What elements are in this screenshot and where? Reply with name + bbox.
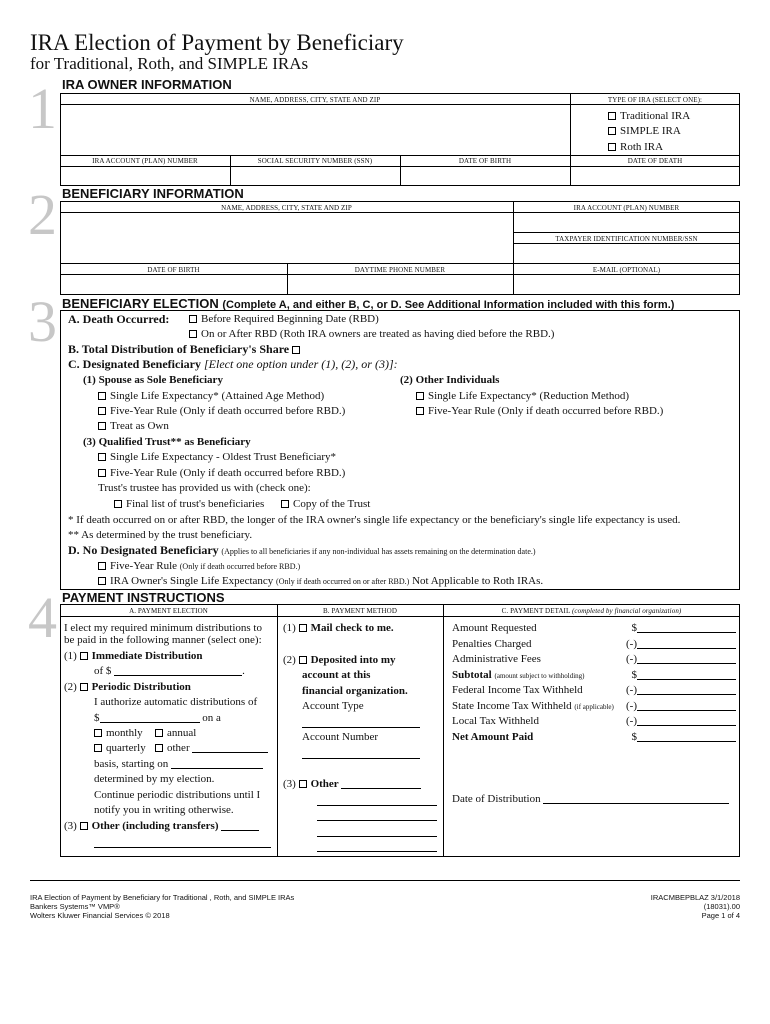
designated-beneficiary-heading [68, 358, 398, 371]
footnote-single: * If death occurred on or after RBD, the longer of the IRA owner's single life expectancy or the beneficiary's single life expectancy is used. [68, 514, 681, 526]
checkbox[interactable] [608, 143, 616, 151]
deposit-label: Deposited into my [310, 654, 396, 666]
no-designated-five-year[interactable] [98, 560, 300, 573]
footer-page-number: Page 1 of 4 [701, 911, 740, 920]
immediate-label: Immediate Distribution [91, 650, 203, 662]
total-distribution-label: B. Total Distribution of Beneficiary's Share [68, 342, 290, 356]
periodic-amount-row [94, 712, 221, 725]
beneficiary-dob-label: DATE OF BIRTH [147, 266, 200, 274]
section-4-title: PAYMENT INSTRUCTIONS [62, 590, 225, 605]
other-five-year-label: Five-Year Rule (Only if death occurred before RBD.) [428, 405, 664, 417]
payment-detail-header-note: (completed by financial organization) [571, 607, 682, 615]
detail-amount-field[interactable]: (-) [620, 638, 738, 651]
detail-label: Local Tax Withheld [452, 715, 539, 727]
spouse-five-year[interactable] [98, 405, 345, 418]
checkbox[interactable] [189, 330, 197, 338]
immediate-amount-field[interactable] [114, 665, 242, 676]
detail-label: Penalties Charged [452, 637, 532, 650]
account-number-field[interactable] [302, 758, 420, 759]
form-title: IRA Election of Payment by Beneficiary [30, 30, 404, 55]
checkbox[interactable] [98, 392, 106, 400]
periodic-dollar: $ [94, 712, 100, 724]
payment-method-header: B. PAYMENT METHOD [323, 607, 397, 615]
section-3-title-text: BENEFICIARY ELECTION [62, 296, 219, 311]
periodic-annual-label: annual [167, 727, 197, 739]
checkbox[interactable] [80, 822, 88, 830]
footer-right [651, 893, 740, 920]
checkbox[interactable] [98, 562, 106, 570]
deposit-line-3: financial organization. [302, 685, 408, 697]
checkbox[interactable] [98, 407, 106, 415]
account-type-field[interactable] [302, 727, 420, 728]
beneficiary-name-label: NAME, ADDRESS, CITY, STATE AND ZIP [221, 204, 352, 212]
payment-election-header: A. PAYMENT ELECTION [129, 607, 208, 615]
account-type-label: Account Type [302, 700, 364, 712]
owner-ssn-label: SOCIAL SECURITY NUMBER (SSN) [257, 157, 373, 165]
no-designated-owner-life-note: (Only if death occurred on or after RBD.) [276, 577, 410, 586]
footer-publisher: Bankers Systems™ VMP® [30, 902, 120, 911]
death-before-rbd-label: Before Required Beginning Date (RBD) [201, 313, 379, 325]
detail-amount-field[interactable]: $ [620, 669, 738, 682]
footer-rule [30, 880, 740, 881]
section-3-title [62, 296, 674, 311]
section-number-1: 1 [28, 76, 57, 141]
beneficiary-info-box [60, 201, 740, 295]
checkbox[interactable] [416, 407, 424, 415]
immediate-distribution-option[interactable] [64, 650, 203, 663]
checkbox[interactable] [80, 683, 88, 691]
checkbox[interactable] [416, 392, 424, 400]
checkbox[interactable] [292, 346, 300, 354]
ira-type-roth[interactable] [608, 141, 663, 154]
trustee-provided-text: Trust's trustee has provided us with (check one): [98, 482, 311, 494]
beneficiary-phone-label: DAYTIME PHONE NUMBER [354, 266, 446, 274]
footnote-double: ** As determined by the trust beneficiary. [68, 529, 253, 541]
detail-label: State Income Tax Withheld (if applicable) [452, 699, 614, 712]
detail-label: Net Amount Paid [452, 730, 534, 743]
owner-name-field[interactable] [60, 105, 570, 155]
footer-form-code: IRACMBEPBLAZ 3/1/2018 [650, 893, 740, 902]
deposit-line-2: account at this [302, 669, 371, 681]
other-transfers-line[interactable] [94, 847, 271, 848]
trust-single-life-label: Single Life Expectancy - Oldest Trust Beneficiary* [110, 451, 337, 463]
periodic-other-label: other [167, 742, 190, 754]
death-occurred-label: A. Death Occurred: [68, 312, 170, 326]
immediate-amount-row: of $ . [94, 665, 245, 677]
trust-final-list-label: Final list of trust's beneficiaries [126, 498, 265, 510]
death-after-rbd-label: On or After RBD (Roth IRA owners are treated as having died before the RBD.) [201, 328, 555, 340]
no-designated-five-year-note: (Only if death occurred before RBD.) [179, 562, 301, 571]
periodic-annual[interactable] [155, 727, 196, 740]
footer-form-version: (18031).00 [703, 902, 740, 911]
other-individuals-heading: (2) Other Individuals [400, 374, 500, 386]
checkbox[interactable] [98, 469, 106, 477]
detail-amount-field[interactable]: (-) [620, 715, 738, 728]
spouse-single-life-label: Single Life Expectancy* (Attained Age Method) [110, 390, 325, 402]
periodic-basis-label: basis, starting on [94, 758, 169, 770]
periodic-monthly-label: monthly [106, 727, 143, 739]
periodic-notify: notify you in writing otherwise. [94, 804, 234, 816]
deposit-option[interactable] [283, 654, 396, 667]
ira-type-traditional[interactable] [608, 110, 690, 123]
other-single-life-label: Single Life Expectancy* (Reduction Method) [428, 390, 629, 402]
payment-detail-header [443, 607, 740, 615]
section-number-4: 4 [28, 585, 57, 650]
ira-type-traditional-label: Traditional IRA [620, 110, 691, 122]
periodic-amount-field[interactable] [100, 712, 200, 723]
no-designated-label: D. No Designated Beneficiary [68, 543, 219, 557]
section-2-title: BENEFICIARY INFORMATION [62, 186, 244, 201]
periodic-continue: Continue periodic distributions until I [94, 789, 261, 801]
account-number-label: Account Number [302, 731, 379, 743]
spouse-treat-as-own-label: Treat as Own [110, 420, 169, 432]
method-other-line-3[interactable] [317, 836, 437, 837]
checkbox[interactable] [80, 652, 88, 660]
section-1-title: IRA OWNER INFORMATION [62, 77, 232, 92]
owner-account-label: IRA ACCOUNT (PLAN) NUMBER [92, 157, 198, 165]
detail-label: Federal Income Tax Withheld [452, 684, 583, 696]
method-other-line-1[interactable] [317, 805, 437, 806]
other-transfers-num: (3) [64, 820, 77, 832]
periodic-num: (2) [64, 681, 77, 693]
spouse-five-year-label: Five-Year Rule (Only if death occurred before RBD.) [110, 405, 346, 417]
deposit-num: (2) [283, 654, 296, 666]
owner-name-label: NAME, ADDRESS, CITY, STATE AND ZIP [249, 96, 381, 104]
checkbox[interactable] [98, 577, 106, 585]
periodic-determined: determined by my election. [94, 773, 215, 785]
beneficiary-email-label: E-MAIL (OPTIONAL) [592, 266, 661, 274]
detail-label: Administrative Fees [452, 653, 541, 665]
no-designated-heading [68, 544, 536, 558]
other-five-year[interactable] [416, 405, 663, 418]
method-other-field[interactable] [341, 778, 421, 789]
trust-heading: (3) Qualified Trust** as Beneficiary [83, 436, 251, 448]
other-transfers-field[interactable] [221, 820, 259, 831]
method-other-line-4[interactable] [317, 851, 437, 852]
periodic-ona: on a [202, 712, 221, 724]
immediate-num: (1) [64, 650, 77, 662]
footer-left [30, 893, 294, 920]
designated-beneficiary-note: [Elect one option under (1), (2), or (3)]: [203, 357, 398, 371]
mail-check-option[interactable] [283, 622, 394, 635]
method-other-label: Other [310, 778, 339, 790]
no-designated-five-year-label: Five-Year Rule [110, 560, 178, 572]
checkbox[interactable] [608, 127, 616, 135]
checkbox[interactable] [299, 656, 307, 664]
periodic-quarterly-label: quarterly [106, 742, 146, 754]
trust-copy-label: Copy of the Trust [293, 498, 371, 510]
checkbox[interactable] [155, 744, 163, 752]
checkbox[interactable] [155, 729, 163, 737]
other-transfers-label: Other (including transfers) [91, 820, 219, 832]
checkbox[interactable] [608, 112, 616, 120]
election-intro-2: be paid in the following manner (select one): [64, 634, 262, 646]
trust-five-year-label: Five-Year Rule (Only if death occurred before RBD.) [110, 467, 346, 479]
periodic-distribution-option[interactable] [64, 681, 191, 694]
checkbox[interactable] [114, 500, 122, 508]
owner-dob-label: DATE OF BIRTH [458, 157, 512, 165]
method-other-option[interactable] [283, 778, 421, 791]
total-distribution-option[interactable] [68, 343, 304, 356]
trust-copy[interactable] [281, 498, 370, 511]
no-designated-owner-life-label: IRA Owner's Single Life Expectancy [110, 575, 274, 587]
spouse-treat-as-own[interactable] [98, 420, 169, 433]
death-before-rbd[interactable] [189, 313, 379, 326]
footer-copyright: Wolters Kluwer Financial Services © 2018 [30, 911, 170, 920]
detail-label: Amount Requested [452, 622, 537, 634]
immediate-of-label: of $ [94, 665, 112, 677]
section-number-3: 3 [28, 289, 57, 354]
beneficiary-account-label: IRA ACCOUNT (PLAN) NUMBER [573, 204, 680, 212]
spouse-single-life[interactable] [98, 390, 324, 403]
footer-form-title: IRA Election of Payment by Beneficiary for Traditional , Roth, and SIMPLE IRAs [30, 893, 295, 902]
other-single-life[interactable] [416, 390, 629, 403]
periodic-quarterly[interactable] [94, 742, 146, 755]
designated-beneficiary-label: C. Designated Beneficiary [68, 357, 201, 371]
detail-label: Subtotal (amount subject to withholding) [452, 668, 585, 681]
periodic-other-field[interactable] [192, 742, 268, 753]
checkbox[interactable] [281, 500, 289, 508]
periodic-start-row [94, 758, 263, 771]
mail-check-num: (1) [283, 622, 296, 634]
owner-dod-label: DATE OF DEATH [627, 157, 683, 165]
mail-check-label: Mail check to me. [310, 622, 394, 634]
no-designated-roth-note: Not Applicable to Roth IRAs. [412, 575, 544, 587]
method-other-num: (3) [283, 778, 296, 790]
no-designated-owner-life[interactable] [98, 575, 543, 588]
election-intro-1: I elect my required minimum distributions to [64, 622, 262, 634]
periodic-other[interactable] [155, 742, 268, 755]
section-3-title-sub: (Complete A, and either B, C, or D. See Additional Information included with this form.) [222, 299, 675, 311]
no-designated-note: (Applies to all beneficiaries if any non-individual has assets remaining on the determination date.) [221, 547, 536, 556]
date-of-distribution-label: Date of Distribution [452, 793, 541, 805]
detail-amount-field[interactable]: (-) [620, 653, 738, 666]
detail-amount-field[interactable]: (-) [620, 684, 738, 697]
spouse-heading: (1) Spouse as Sole Beneficiary [83, 374, 223, 386]
trust-five-year[interactable] [98, 467, 345, 480]
date-of-distribution-field[interactable] [543, 793, 729, 804]
trust-final-list[interactable] [114, 498, 264, 511]
checkbox[interactable] [299, 624, 307, 632]
payment-detail-header-text: C. PAYMENT DETAIL [501, 607, 571, 615]
date-of-distribution-row [452, 793, 729, 806]
checkbox[interactable] [98, 422, 106, 430]
periodic-label: Periodic Distribution [91, 681, 191, 693]
ira-type-simple[interactable] [608, 125, 681, 138]
beneficiary-tin-label: TAXPAYER IDENTIFICATION NUMBER/SSN [555, 235, 698, 243]
ira-type-roth-label: Roth IRA [620, 141, 664, 153]
detail-amount-field[interactable]: (-) [620, 700, 738, 713]
checkbox[interactable] [299, 780, 307, 788]
form-subtitle: for Traditional, Roth, and SIMPLE IRAs [30, 54, 309, 73]
periodic-authorize-text: I authorize automatic distributions of [94, 696, 258, 708]
checkbox[interactable] [94, 744, 102, 752]
death-after-rbd[interactable] [189, 328, 554, 341]
detail-amount-field[interactable]: $ [620, 622, 738, 635]
method-other-line-2[interactable] [317, 820, 437, 821]
ira-type-simple-label: SIMPLE IRA [620, 125, 681, 137]
checkbox[interactable] [189, 315, 197, 323]
periodic-monthly[interactable] [94, 727, 143, 740]
trust-single-life[interactable] [98, 451, 336, 464]
section-number-2: 2 [28, 182, 57, 247]
ira-type-label: TYPE OF IRA (SELECT ONE): [607, 96, 703, 104]
checkbox[interactable] [94, 729, 102, 737]
checkbox[interactable] [98, 453, 106, 461]
detail-amount-field[interactable]: $ [620, 731, 738, 744]
periodic-start-field[interactable] [171, 758, 263, 769]
other-transfers-option[interactable] [64, 820, 259, 833]
